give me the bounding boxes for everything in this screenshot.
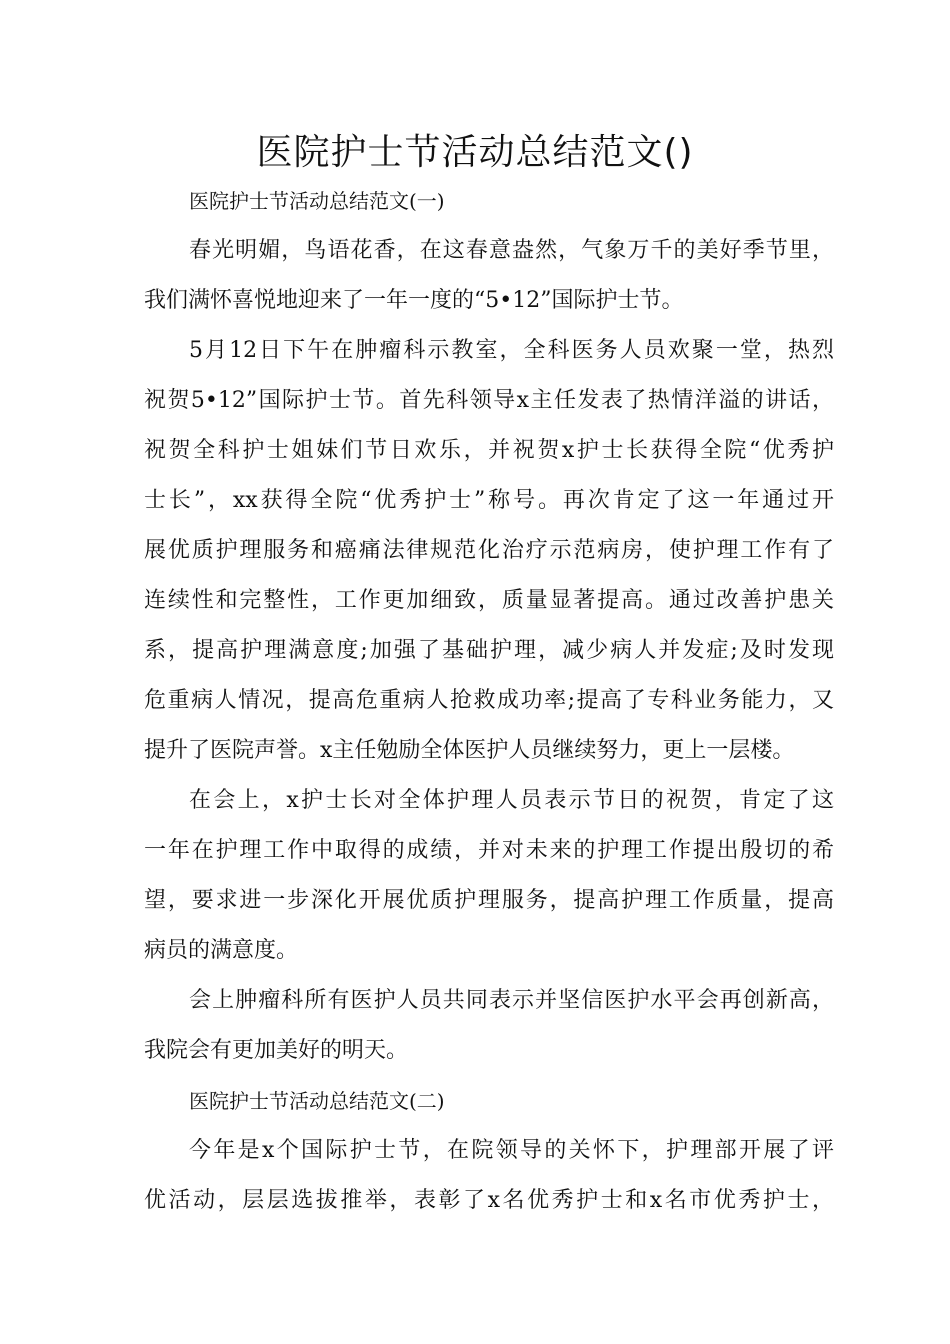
paragraph-line: 望，要求进一步深化开展优质护理服务，提高护理工作质量，提高 [144, 888, 834, 913]
paragraph-line: 系，提高护理满意度;加强了基础护理，减少病人并发症;及时发现 [144, 638, 834, 663]
paragraph-line: 会上肿瘤科所有医护人员共同表示并坚信医护水平会再创新高， [189, 988, 834, 1013]
paragraph-line: 我院会有更加美好的明天。 [144, 1038, 409, 1063]
paragraph-line: 士长”，xx获得全院“优秀护士”称号。再次肯定了这一年通过开 [144, 488, 834, 513]
paragraph-line: 一年在护理工作中取得的成绩，并对未来的护理工作提出殷切的希 [144, 838, 834, 863]
paragraph-line: 展优质护理服务和癌痛法律规范化治疗示范病房，使护理工作有了 [144, 538, 834, 563]
paragraph-line: 祝贺5•12”国际护士节。首先科领导x主任发表了热情洋溢的讲话， [144, 388, 834, 413]
paragraph-line: 病员的满意度。 [144, 938, 299, 963]
paragraph-line: 在会上，x护士长对全体护理人员表示节日的祝贺，肯定了这 [189, 788, 834, 813]
section-heading-1: 医院护士节活动总结范文(一) [189, 189, 445, 213]
paragraph-line: 5月12日下午在肿瘤科示教室，全科医务人员欢聚一堂，热烈 [189, 338, 834, 363]
paragraph-line: 提升了医院声誉。x主任勉励全体医护人员继续努力，更上一层楼。 [144, 738, 795, 763]
paragraph-line: 优活动，层层选拔推举，表彰了x名优秀护士和x名市优秀护士， [144, 1188, 834, 1213]
paragraph-line: 祝贺全科护士姐妹们节日欢乐，并祝贺x护士长获得全院“优秀护 [144, 438, 834, 463]
paragraph-line: 春光明媚，鸟语花香，在这春意盎然，气象万千的美好季节里， [189, 238, 834, 263]
paragraph-line: 连续性和完整性，工作更加细致，质量显著提高。通过改善护患关 [144, 588, 834, 613]
paragraph-line: 今年是x个国际护士节，在院领导的关怀下，护理部开展了评 [189, 1138, 834, 1163]
paragraph-line: 我们满怀喜悦地迎来了一年一度的“5•12”国际护士节。 [144, 288, 684, 313]
paragraph-line: 危重病人情况，提高危重病人抢救成功率;提高了专科业务能力，又 [144, 688, 834, 713]
section-heading-2: 医院护士节活动总结范文(二) [189, 1089, 445, 1113]
document-title: 医院护士节活动总结范文() [256, 132, 694, 173]
